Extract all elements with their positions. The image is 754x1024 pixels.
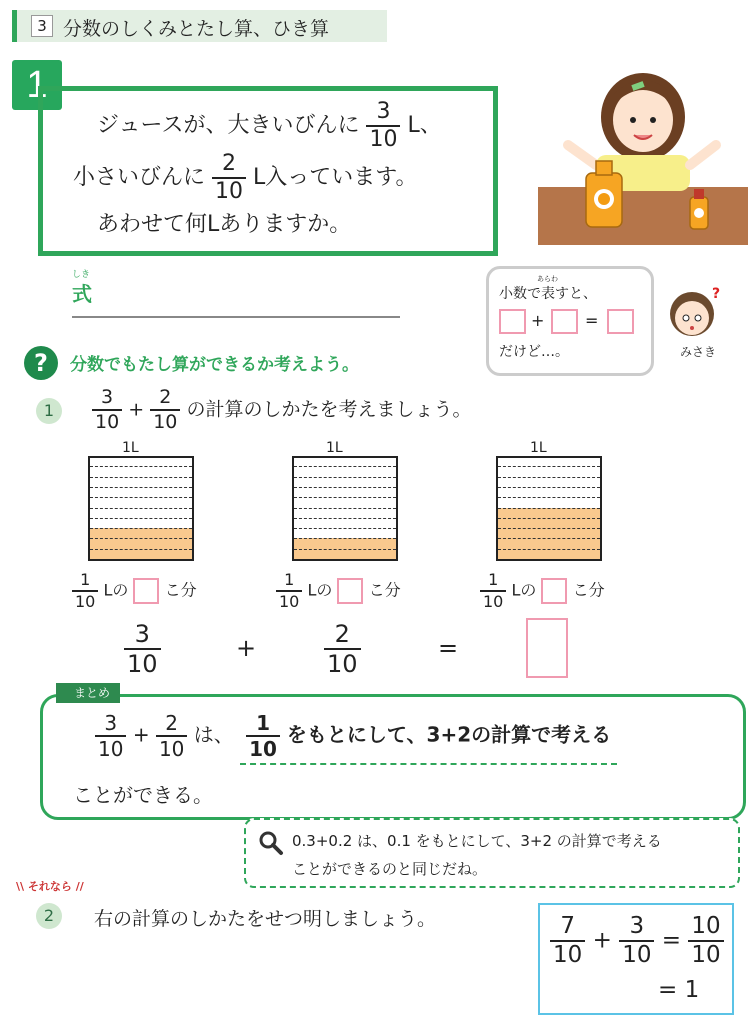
beaker-tick [294,528,396,529]
frac-num: 1 [488,570,499,589]
section-number: 3 [31,15,53,37]
step-number: 1 [36,398,62,424]
fraction [124,622,161,676]
frac-num: 3 [134,620,150,648]
beaker-tick [294,487,396,488]
beaker-tick [90,538,192,539]
plus-sign: + [132,722,150,747]
frac-den: 10 [622,942,652,968]
worked-line-1 [550,915,724,967]
beaker-top-line [498,456,600,458]
equals-sign: = [658,977,678,1003]
sorenara-text: それなら [27,880,72,893]
frac-num: 1 [80,570,91,589]
speech-bubble [486,266,654,376]
beaker-tick [90,466,192,467]
fraction [366,101,400,151]
plus-sign: + [531,311,545,330]
beaker-tick [90,528,192,529]
frac-den: 10 [249,737,277,761]
blank-box[interactable] [607,309,634,334]
beaker-tick [498,518,600,519]
shiki-ruby: しき [72,270,91,280]
summary-line-2: ことができる。 [73,783,213,807]
step1-text: の計算のしかたを考えましょう。 [186,398,472,421]
blank-box[interactable] [541,578,567,604]
beaker-tick [498,466,600,467]
frac-num: 3 [629,913,645,939]
beaker-tick [294,538,396,539]
frac-den: 10 [553,942,583,968]
frac-num: 1 [256,711,270,735]
problem-line-3: あわせて何Lありますか。 [97,212,352,237]
beaker-tick [498,538,600,539]
beaker-tick [498,497,600,498]
problem-text: L入っています。 [253,165,418,190]
section-header [12,10,387,42]
juice-fill [90,528,192,559]
unit-text: Lの [307,580,333,600]
fraction [95,713,126,759]
beaker-tick [498,508,600,509]
frac-num: 2 [334,620,350,648]
fraction [72,572,98,610]
beaker-body [292,456,398,561]
frac-den: 10 [327,650,358,678]
problem-box [38,86,498,256]
beaker-top-line [90,456,192,458]
equals-sign: = [661,927,682,954]
problem-text: L、 [407,113,442,138]
equals-sign: = [438,634,459,662]
fraction [276,572,302,610]
problem-text: 小さいびんに [73,165,206,190]
girl-with-juice-illustration [538,65,748,245]
unit-line [480,572,605,610]
beaker-tick [294,518,396,519]
result-value: 1 [684,977,700,1003]
summary-box [40,694,746,820]
bubble-line-1 [499,275,597,303]
frac-num: 2 [165,711,179,735]
beaker-tick [294,549,396,550]
blank-box[interactable] [499,309,526,334]
beaker-body [88,456,194,561]
magnifier-icon [258,830,284,860]
beaker-tick [90,518,192,519]
beaker-tick [498,477,600,478]
unit-line [276,572,401,610]
unit-text: Lの [103,580,129,600]
beaker-tick [498,549,600,550]
hint-line-2: ことができるのと同じだね。 [292,860,488,878]
frac-den: 10 [75,592,96,611]
problem-number: 1 [12,60,62,110]
beaker-body [496,456,602,561]
frac-num: 2 [222,151,237,176]
beaker-tick [294,497,396,498]
frac-den: 10 [158,737,185,761]
frac-num: 3 [104,711,118,735]
frac-den: 10 [369,127,398,152]
bubble-line-3: だけど…。 [499,344,569,360]
unit-text: こ分 [368,580,401,600]
blank-box[interactable] [337,578,363,604]
step1-prompt [92,388,471,432]
summary-tag: まとめ [56,683,120,703]
frac-den: 10 [483,592,504,611]
frac-num: 1 [284,570,295,589]
plus-sign: + [128,398,145,421]
beaker-tick [90,477,192,478]
frac-den: 10 [153,411,178,433]
fraction [246,713,280,759]
beaker [292,440,402,561]
unit-text: こ分 [572,580,605,600]
question-icon: ? [24,346,58,380]
frac-num: 2 [159,386,172,408]
equation-frac-1 [124,622,161,676]
summary-line-1 [95,713,617,765]
juice-fill [498,508,600,560]
beaker [496,440,606,561]
bubble-text: 表 [541,286,555,302]
beaker-label: 1L [530,440,547,456]
frac-den: 10 [215,179,244,204]
beaker-tick [294,466,396,467]
misaki-avatar [664,282,724,346]
frac-num: 10 [691,913,721,939]
svg-text:?: ? [712,286,721,302]
step-number: 2 [36,903,62,929]
section-title: 分数のしくみとたし算、ひき算 [63,18,330,40]
fraction [550,915,585,967]
beaker-tick [90,487,192,488]
frac-den: 10 [279,592,300,611]
blank-box[interactable] [551,309,578,334]
beaker-tick [90,497,192,498]
frac-den: 10 [127,650,158,678]
beaker [88,440,198,561]
shiki-label: 式 [72,282,92,306]
beaker-tick [498,487,600,488]
plus-sign: + [592,927,612,954]
fraction [619,915,654,967]
fraction [150,388,180,432]
beaker-top-line [294,456,396,458]
summary-text: は、 [193,722,234,747]
bubble-text: 小数で [499,286,541,302]
speaker-name: みさき [680,345,717,359]
fraction [324,622,361,676]
problem-line-1 [97,101,442,151]
beaker-tick [90,508,192,509]
fraction [156,713,187,759]
worked-example-box [538,903,734,1015]
fraction [92,388,122,432]
plus-sign: + [236,634,257,662]
fraction [212,153,246,203]
frac-num: 3 [101,386,114,408]
frac-den: 10 [98,737,124,761]
beaker-label: 1L [122,440,139,456]
frac-den: 10 [95,411,120,433]
frac-den: 10 [691,942,721,968]
beaker-tick [498,528,600,529]
question-text: 分数でもたし算ができるか考えよう。 [70,355,359,375]
bubble-ruby: あらわ [537,275,558,283]
hint-line-1: 0.3+0.2 は、0.1 をもとにして、3+2 の計算で考える [292,832,662,850]
worked-line-2 [658,977,699,1003]
unit-text: こ分 [164,580,197,600]
summary-highlight-text: をもとにして、3+2の計算で考える [286,722,612,747]
frac-num: 7 [560,913,575,939]
problem-text: ジュースが、大きいびんに [97,113,360,138]
sorenara-label: \\ それなら // [16,880,84,893]
unit-line [72,572,197,610]
answer-line [72,316,400,318]
beaker-tick [294,508,396,509]
problem-line-2 [73,153,418,203]
beaker-label: 1L [326,440,343,456]
bubble-text: すと、 [555,286,597,302]
equals-sign: = [585,311,599,330]
step2-text: 右の計算のしかたをせつ明しましょう。 [94,908,437,930]
beaker-tick [294,477,396,478]
fraction [480,572,506,610]
beaker-tick [90,549,192,550]
hint-box [244,818,740,888]
unit-text: Lの [511,580,537,600]
answer-blank-box[interactable] [526,618,568,678]
fraction [688,915,723,967]
frac-num: 3 [376,99,391,124]
equation-frac-2 [324,622,361,676]
blank-box[interactable] [133,578,159,604]
